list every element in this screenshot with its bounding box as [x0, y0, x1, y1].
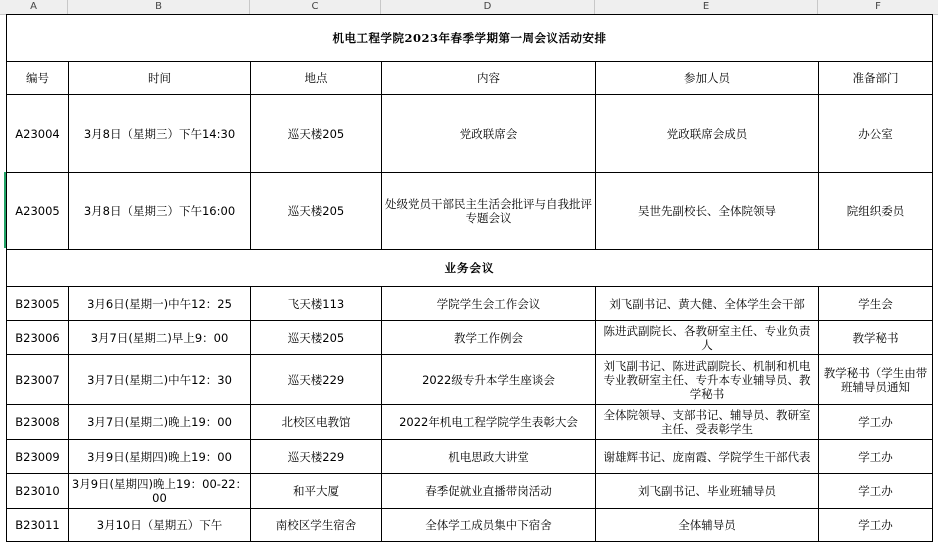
cell-dept[interactable]: 学工办 — [819, 440, 933, 474]
table-row — [7, 509, 933, 542]
cell-place[interactable]: 北校区电教馆 — [251, 405, 382, 440]
cell-time[interactable]: 3月9日(星期四)晚上19：00 — [69, 440, 251, 474]
cell-time[interactable]: 3月6日(星期一)中午12：25 — [69, 287, 251, 321]
header-id[interactable]: 编号 — [7, 62, 69, 95]
cell-content[interactable]: 2022年机电工程学院学生表彰大会 — [382, 405, 596, 440]
column-header-bar — [0, 0, 938, 15]
cell-attendees[interactable]: 刘飞副书记、毕业班辅导员 — [596, 474, 819, 509]
table-row — [7, 287, 933, 321]
table-row — [7, 474, 933, 509]
table-row — [7, 95, 933, 173]
cell-time[interactable]: 3月9日(星期四)晚上19：00-22：00 — [69, 474, 251, 509]
cell-dept[interactable]: 学生会 — [819, 287, 933, 321]
cell-id[interactable]: B23007 — [7, 355, 69, 405]
cell-id[interactable]: B23005 — [7, 287, 69, 321]
cell-dept[interactable]: 教学秘书 — [819, 321, 933, 355]
cell-id[interactable]: A23004 — [7, 95, 69, 173]
cell-attendees[interactable]: 谢雄辉书记、庞南霞、学院学生干部代表 — [596, 440, 819, 474]
sheet-title[interactable]: 机电工程学院2023年春季学期第一周会议活动安排 — [7, 15, 933, 62]
cell-content[interactable]: 全体学工成员集中下宿舍 — [382, 509, 596, 542]
cell-dept[interactable]: 办公室 — [819, 95, 933, 173]
cell-content[interactable]: 春季促就业直播带岗活动 — [382, 474, 596, 509]
cell-time[interactable]: 3月8日（星期三）下午16:00 — [69, 173, 251, 250]
cell-content[interactable]: 2022级专升本学生座谈会 — [382, 355, 596, 405]
cell-attendees[interactable]: 全体辅导员 — [596, 509, 819, 542]
cell-id[interactable]: B23009 — [7, 440, 69, 474]
header-place[interactable]: 地点 — [251, 62, 382, 95]
cell-attendees[interactable]: 吴世先副校长、全体院领导 — [596, 173, 819, 250]
cell-dept[interactable]: 学工办 — [819, 474, 933, 509]
cell-id[interactable]: B23006 — [7, 321, 69, 355]
table-row — [7, 321, 933, 355]
section-row — [7, 250, 933, 287]
cell-attendees[interactable]: 全体院领导、支部书记、辅导员、教研室主任、受表彰学生 — [596, 405, 819, 440]
cell-dept[interactable]: 学工办 — [819, 509, 933, 542]
cell-place[interactable]: 巡天楼229 — [251, 440, 382, 474]
cell-content[interactable]: 学院学生会工作会议 — [382, 287, 596, 321]
cell-attendees[interactable]: 刘飞副书记、黄大健、全体学生会干部 — [596, 287, 819, 321]
cell-content[interactable]: 机电思政大讲堂 — [382, 440, 596, 474]
column-header-d[interactable]: D — [381, 0, 595, 14]
column-header-c[interactable]: C — [250, 0, 381, 14]
cell-time[interactable]: 3月7日(星期二)中午12：30 — [69, 355, 251, 405]
column-header-a[interactable]: A — [0, 0, 68, 14]
schedule-table — [6, 14, 933, 542]
cell-time[interactable]: 3月7日(星期二)晚上19：00 — [69, 405, 251, 440]
cell-place[interactable]: 和平大厦 — [251, 474, 382, 509]
cell-dept[interactable]: 教学秘书（学生由带班辅导员通知 — [819, 355, 933, 405]
cell-dept[interactable]: 院组织委员 — [819, 173, 933, 250]
header-dept[interactable]: 准备部门 — [819, 62, 933, 95]
cell-attendees[interactable]: 党政联席会成员 — [596, 95, 819, 173]
header-attendees[interactable]: 参加人员 — [596, 62, 819, 95]
column-header-f[interactable]: F — [875, 1, 881, 12]
cell-time[interactable]: 3月8日（星期三）下午14:30 — [69, 95, 251, 173]
cell-content[interactable]: 党政联席会 — [382, 95, 596, 173]
cell-id[interactable]: A23005 — [7, 173, 69, 250]
header-time[interactable]: 时间 — [69, 62, 251, 95]
cell-time[interactable]: 3月7日(星期二)早上9：00 — [69, 321, 251, 355]
title-row — [7, 15, 933, 62]
table-row — [7, 355, 933, 405]
header-row — [7, 62, 933, 95]
cell-place[interactable]: 巡天楼205 — [251, 95, 382, 173]
section-title[interactable]: 业务会议 — [7, 250, 933, 287]
cell-id[interactable]: B23011 — [7, 509, 69, 542]
cell-dept[interactable]: 学工办 — [819, 405, 933, 440]
cell-attendees[interactable]: 刘飞副书记、陈进武副院长、机制和机电专业教研室主任、专升本专业辅导员、教学秘书 — [596, 355, 819, 405]
column-header-e[interactable]: E — [595, 0, 818, 14]
cell-content[interactable]: 教学工作例会 — [382, 321, 596, 355]
cell-content[interactable]: 处级党员干部民主生活会批评与自我批评专题会议 — [382, 173, 596, 250]
header-content[interactable]: 内容 — [382, 62, 596, 95]
cell-place[interactable]: 巡天楼205 — [251, 321, 382, 355]
cell-id[interactable]: B23008 — [7, 405, 69, 440]
table-row — [7, 173, 933, 250]
cell-place[interactable]: 巡天楼205 — [251, 173, 382, 250]
cell-place[interactable]: 巡天楼229 — [251, 355, 382, 405]
cell-id[interactable]: B23010 — [7, 474, 69, 509]
table-row — [7, 440, 933, 474]
cell-time[interactable]: 3月10日（星期五）下午 — [69, 509, 251, 542]
column-header-b[interactable]: B — [68, 0, 250, 14]
cell-place[interactable]: 南校区学生宿舍 — [251, 509, 382, 542]
table-row — [7, 405, 933, 440]
cell-attendees[interactable]: 陈进武副院长、各教研室主任、专业负责人 — [596, 321, 819, 355]
cell-place[interactable]: 飞天楼113 — [251, 287, 382, 321]
